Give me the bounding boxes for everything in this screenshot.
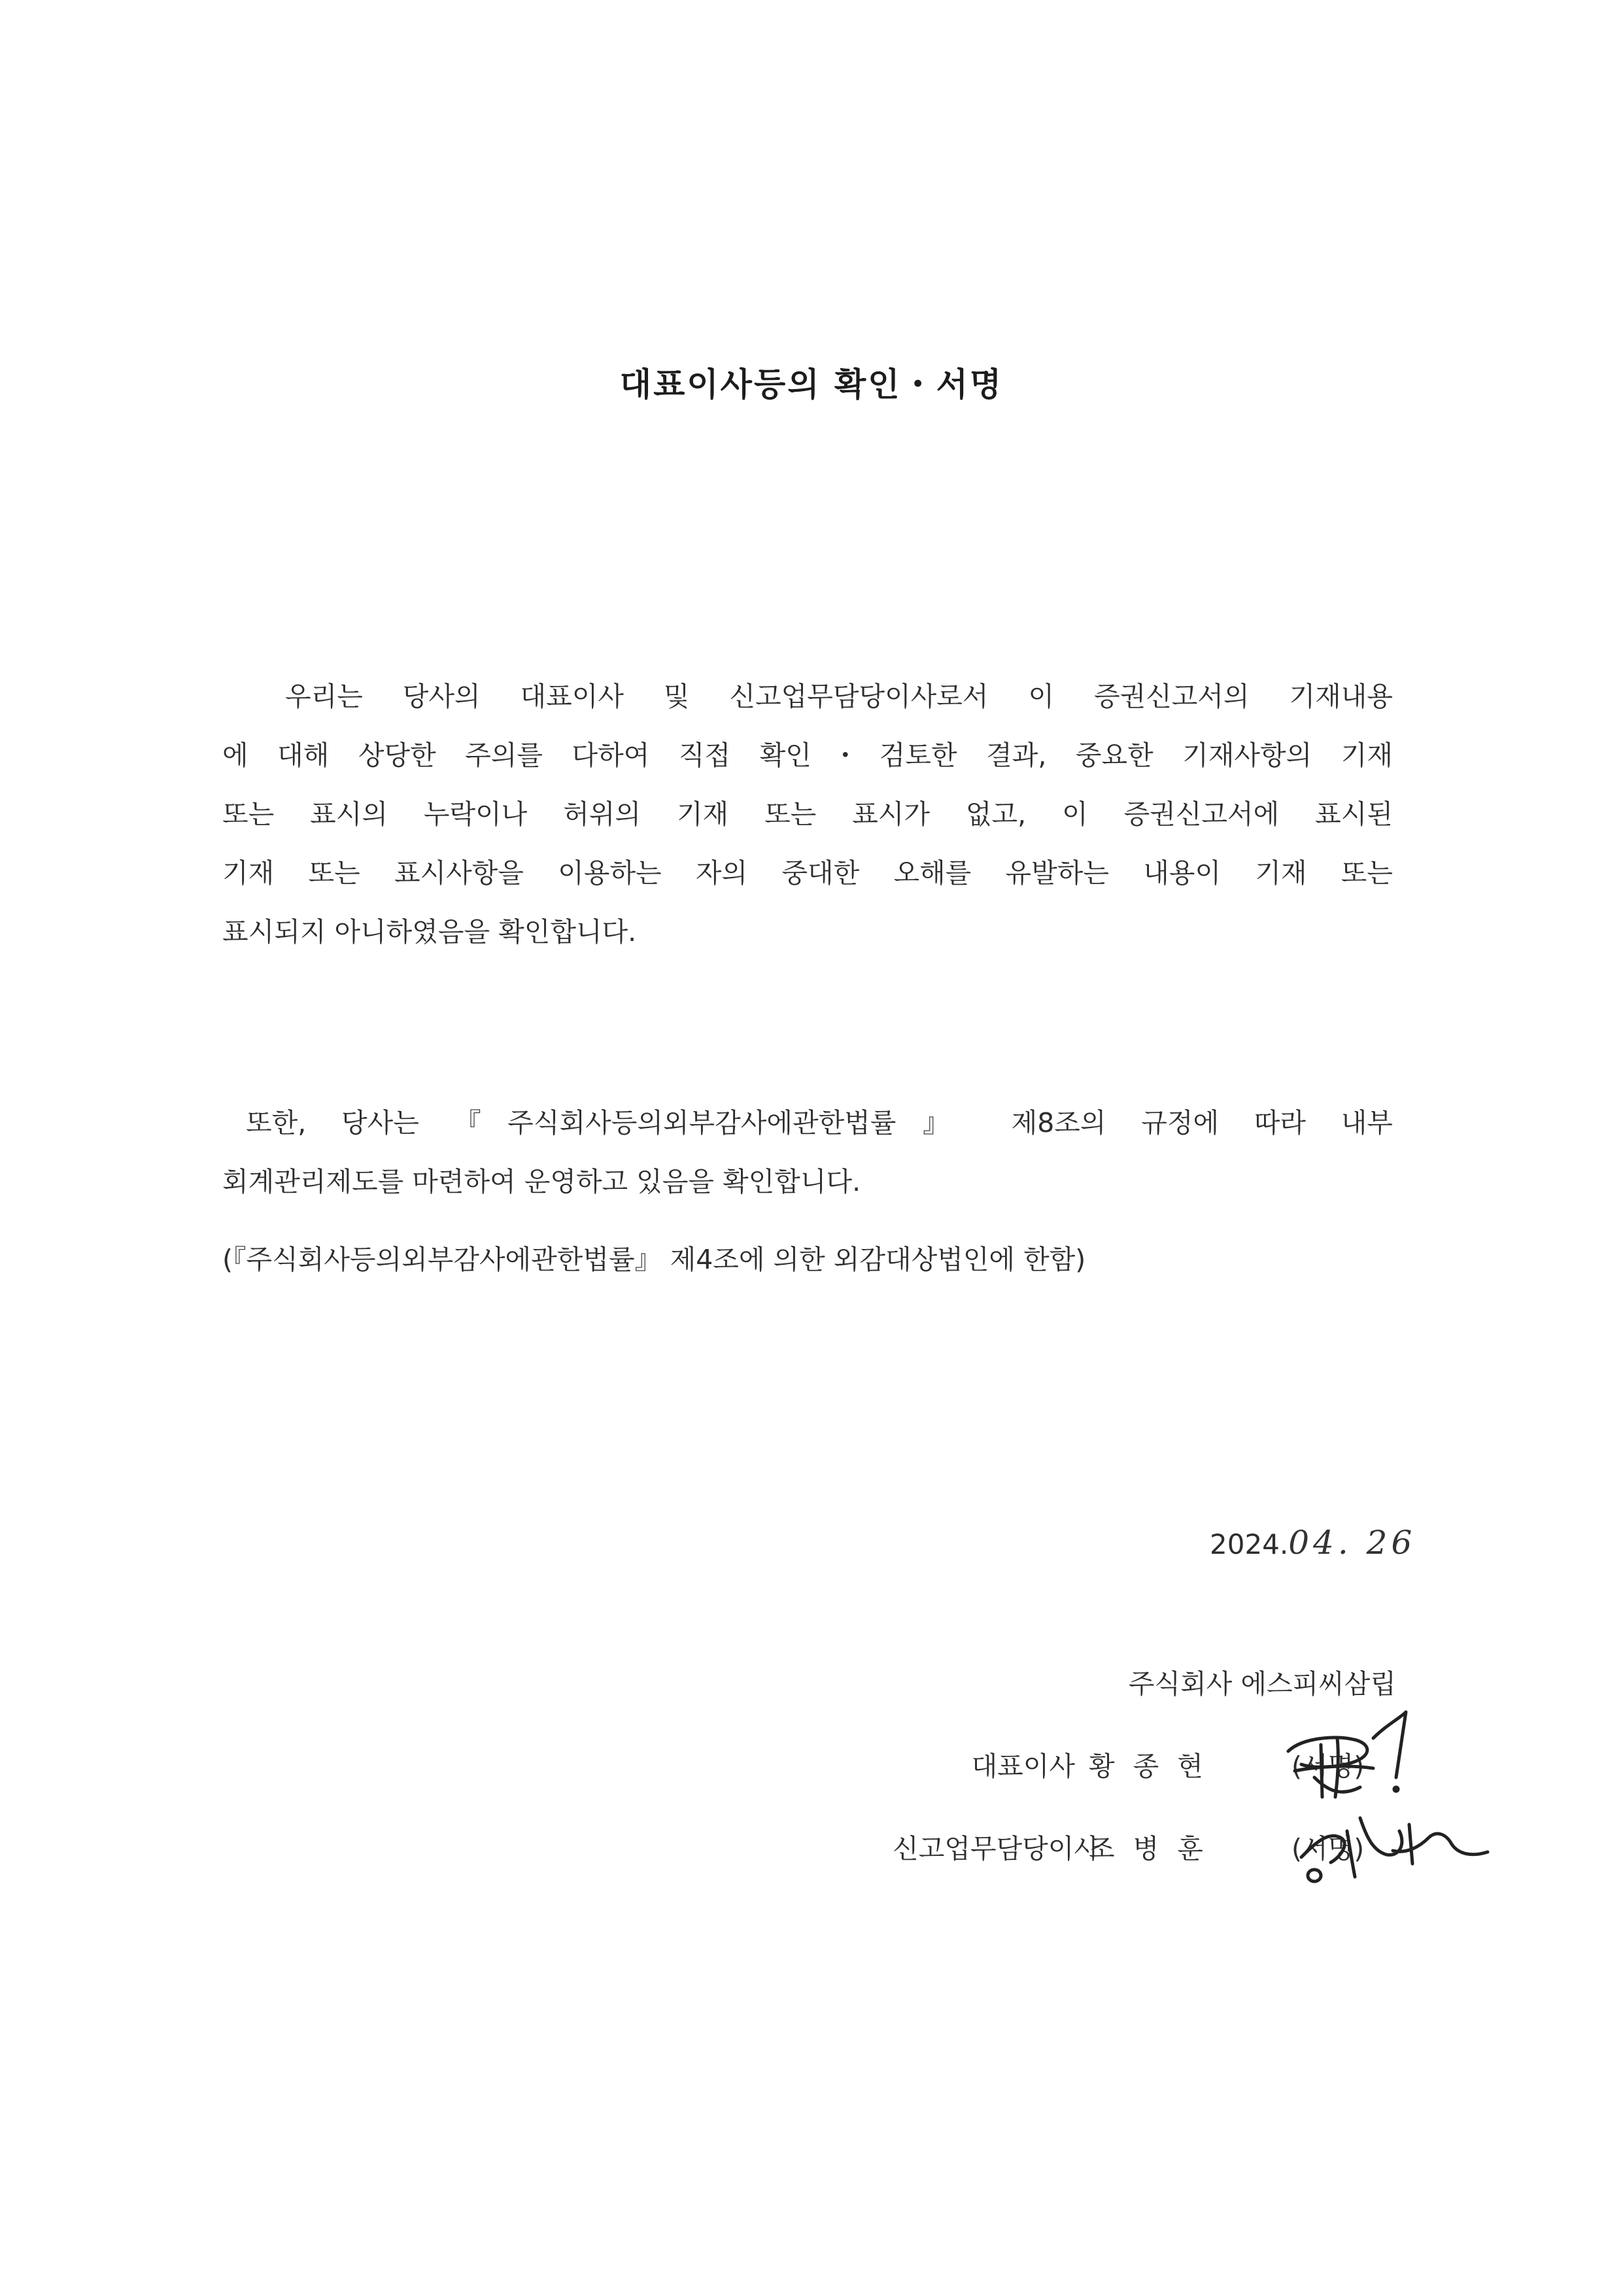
paragraph-line: 우리는 당사의 대표이사 및 신고업무담당이사로서 이 증권신고서의 기재내용	[285, 681, 1393, 712]
paragraph-line: 또한, 당사는 『주식회사등의외부감사에관한법률』 제8조의 규정에 따라 내부	[246, 1107, 1393, 1139]
paragraph-line: 회계관리제도를 마련하여 운영하고 있음을 확인합니다.	[222, 1166, 861, 1197]
company-name: 주식회사 에스피씨삼립	[1128, 1668, 1396, 1700]
paragraph-line: 에 대해 상당한 주의를 다하여 직접 확인・검토한 결과, 중요한 기재사항의 기재	[222, 740, 1393, 771]
internal-control-paragraph	[222, 1093, 1393, 1211]
paragraph-line: 기재 또는 표시사항을 이용하는 자의 중대한 오해를 유발하는 내용이 기재 또는	[222, 857, 1393, 889]
signer-name: 조병훈	[1089, 1833, 1222, 1864]
date	[1210, 1524, 1416, 1562]
date-handwritten: 04. 26	[1288, 1524, 1416, 1562]
confirmation-paragraph	[222, 667, 1393, 961]
applicability-note: (『주식회사등의외부감사에관한법률』 제4조에 의한 외감대상법인에 한함)	[222, 1244, 1086, 1275]
signer-role: 신고업무담당이사	[893, 1833, 1100, 1864]
document-title: 대표이사등의 확인・서명	[619, 366, 1004, 403]
paragraph-line: 또는 표시의 누락이나 허위의 기재 또는 표시가 없고, 이 증권신고서에 표시된	[222, 798, 1393, 830]
date-printed: 2024.	[1210, 1528, 1289, 1560]
signature-label: (서명)	[1291, 1833, 1365, 1864]
signature-label: (서명)	[1291, 1751, 1365, 1782]
signer-role: 대표이사	[971, 1751, 1075, 1782]
paragraph-line: 표시되지 아니하였음을 확인합니다.	[222, 916, 637, 948]
signer-name: 황종현	[1089, 1751, 1222, 1782]
